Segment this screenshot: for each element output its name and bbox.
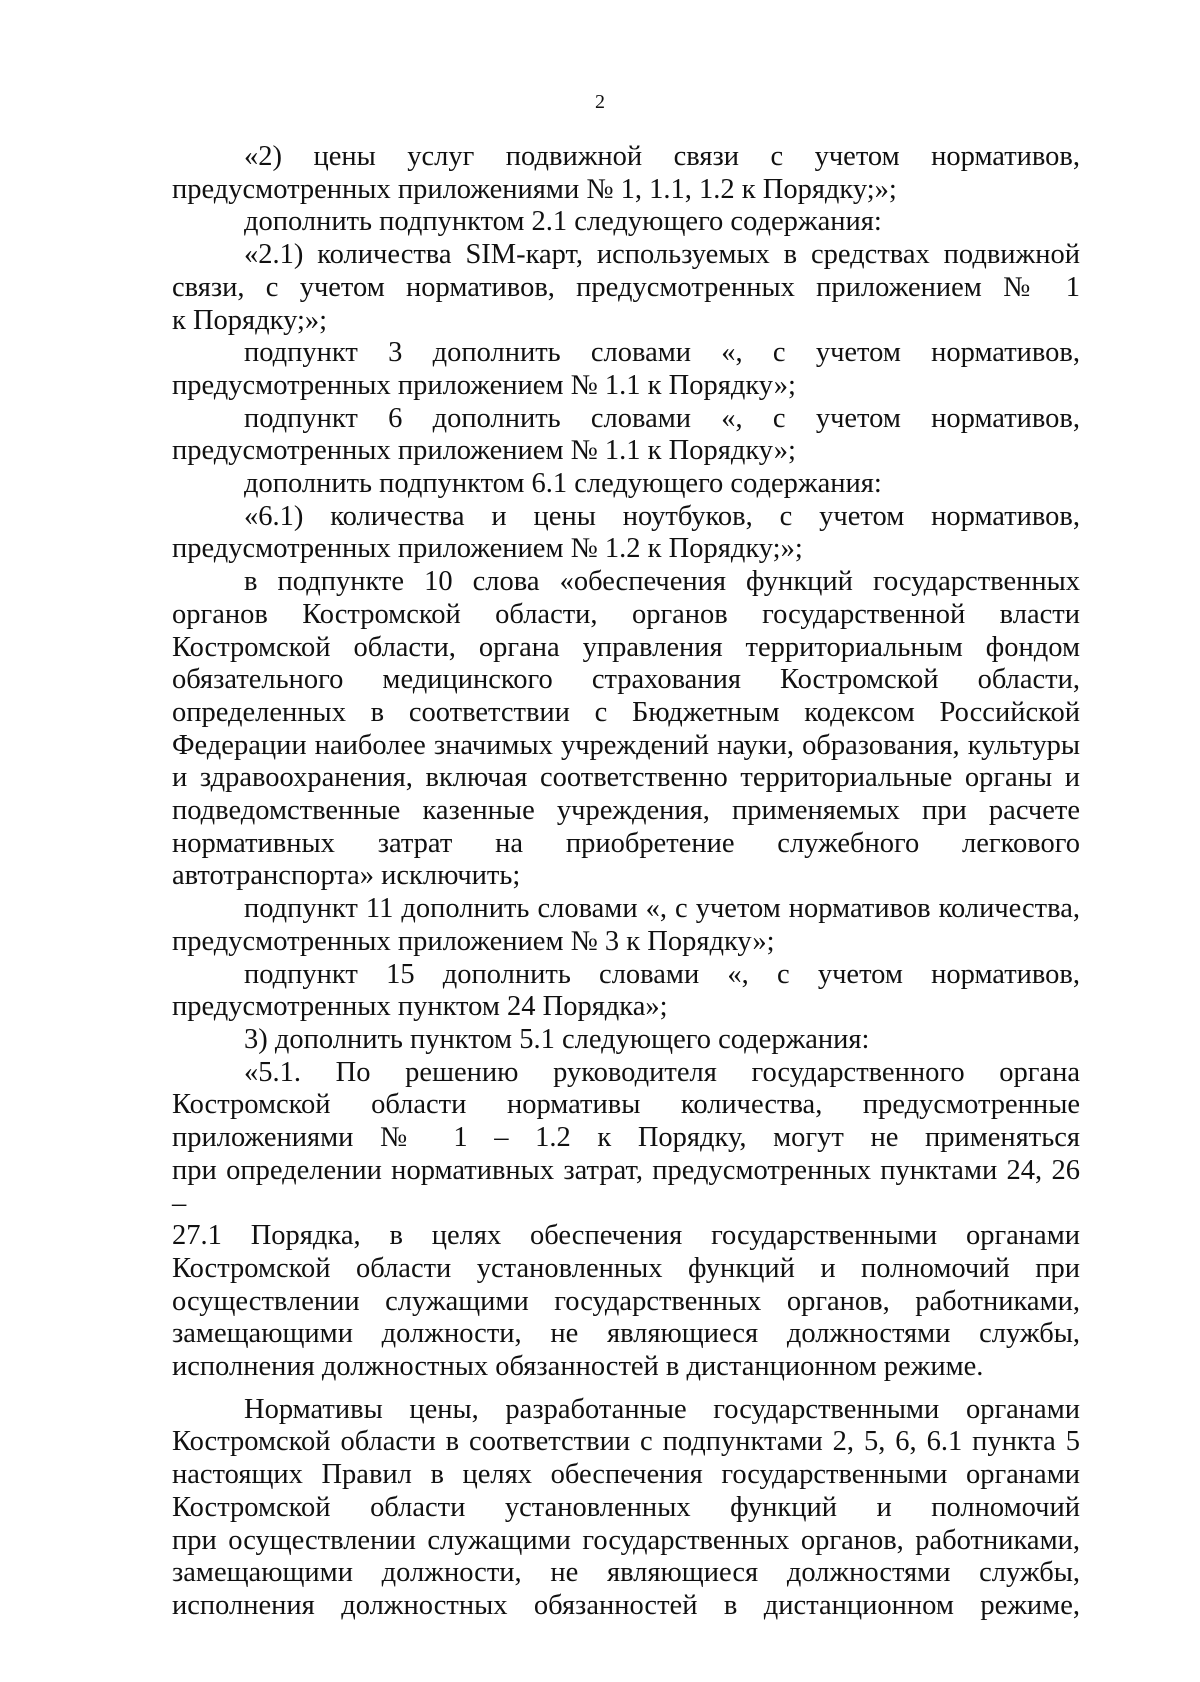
text-line: Костромской области установленных функций и полномочий при — [172, 1252, 1080, 1284]
text-line: Костромской области нормативы количества, предусмотренные — [172, 1089, 1080, 1121]
text-line: Нормативы цены, разработанные государственными органами — [244, 1393, 1080, 1425]
text-line: Костромской области в соответствии с подпунктами 2, 5, 6, 6.1 пункта 5 — [172, 1426, 1080, 1458]
text-line: предусмотренных приложением № 3 к Порядку»; — [172, 925, 775, 957]
text-line: дополнить подпунктом 6.1 следующего содержания: — [244, 468, 882, 500]
text-line: «6.1) количества и цены ноутбуков, с учетом нормативов, — [244, 500, 1080, 532]
text-line: органов Костромской области, органов государственной власти — [172, 598, 1080, 630]
text-line: замещающими должности, не являющиеся должностями службы, — [172, 1557, 1080, 1589]
text-line: «2) цены услуг подвижной связи с учетом нормативов, — [244, 141, 1080, 172]
text-line: исполнения должностных обязанностей в дистанционном режиме. — [172, 1351, 984, 1383]
text-line: и здравоохранения, включая соответственно территориальные органы и — [172, 762, 1080, 794]
text-line: замещающими должности, не являющиеся должностями службы, — [172, 1318, 1080, 1350]
text-line: «5.1. По решению руководителя государственного органа — [244, 1056, 1080, 1088]
text-line: связи, с учетом нормативов, предусмотренных приложением № 1 — [172, 271, 1080, 303]
text-line: подпункт 3 дополнить словами «, с учетом нормативов, — [244, 337, 1080, 369]
text-line: подпункт 6 дополнить словами «, с учетом нормативов, — [244, 402, 1080, 434]
text-line: Федерации наиболее значимых учреждений науки, образования, культуры — [172, 729, 1080, 761]
text-line: автотранспорта» исключить; — [172, 860, 521, 892]
text-line: 27.1 Порядка, в целях обеспечения государственными органами — [172, 1220, 1080, 1252]
text-line: осуществлении служащими государственных органов, работниками, — [172, 1285, 1080, 1317]
text-line: предусмотренных приложениями № 1, 1.1, 1.2 к Порядку;»; — [172, 173, 897, 205]
text-line: предусмотренных пунктом 24 Порядка»; — [172, 991, 668, 1023]
text-line: 3) дополнить пунктом 5.1 следующего содержания: — [244, 1023, 870, 1055]
document-body — [172, 141, 1080, 1623]
text-line: исполнения должностных обязанностей в дистанционном режиме, — [172, 1589, 1080, 1621]
text-line: при определении нормативных затрат, предусмотренных пунктами 24, 26 – — [172, 1154, 1080, 1219]
text-line: предусмотренных приложением № 1.1 к Порядку»; — [172, 369, 796, 401]
text-line: подпункт 11 дополнить словами «, с учетом нормативов количества, — [244, 893, 1080, 925]
text-line: подведомственные казенные учреждения, применяемых при расчете — [172, 795, 1080, 827]
text-line: предусмотренных приложением № 1.2 к Порядку;»; — [172, 533, 803, 565]
text-line: подпункт 15 дополнить словами «, с учетом нормативов, — [244, 958, 1080, 990]
text-line: Костромской области, органа управления территориальным фондом — [172, 631, 1080, 663]
text-line: настоящих Правил в целях обеспечения государственными органами — [172, 1459, 1080, 1491]
text-line: предусмотренных приложением № 1.1 к Порядку»; — [172, 435, 796, 467]
text-line: «2.1) количества SIM-карт, используемых в средствах подвижной — [244, 239, 1080, 271]
text-line: приложениями № 1 – 1.2 к Порядку, могут не применяться — [172, 1122, 1080, 1154]
text-line: в подпункте 10 слова «обеспечения функций государственных — [244, 566, 1080, 598]
text-line: к Порядку;»; — [172, 304, 328, 336]
text-line: дополнить подпунктом 2.1 следующего содержания: — [244, 206, 882, 238]
text-line: Костромской области установленных функций и полномочий — [172, 1491, 1080, 1523]
page-number: 2 — [595, 91, 605, 113]
text-line: определенных в соответствии с Бюджетным кодексом Российской — [172, 696, 1080, 728]
text-line: при осуществлении служащими государственных органов, работниками, — [172, 1524, 1080, 1556]
text-line: нормативных затрат на приобретение служебного легкового — [172, 827, 1080, 859]
text-line: обязательного медицинского страхования Костромской области, — [172, 664, 1080, 696]
